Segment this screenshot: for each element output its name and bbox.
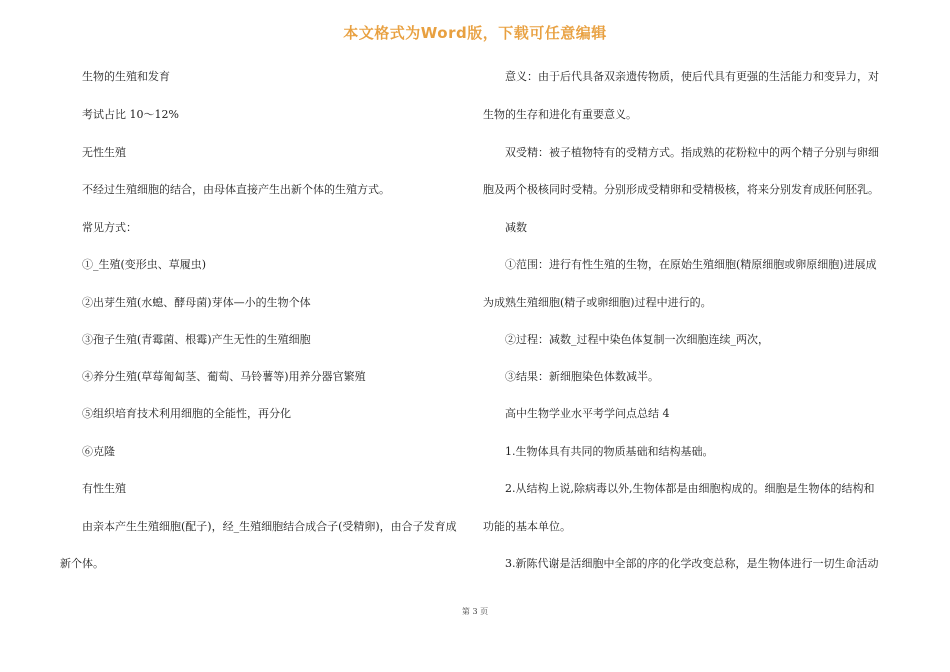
text-line: 有性生殖 bbox=[82, 482, 126, 495]
text-line: ④养分生殖(草莓匍匐茎、葡萄、马铃薯等)用养分器官繁殖 bbox=[82, 370, 366, 383]
download-banner: 本文格式为Word版，下载可任意编辑 bbox=[343, 24, 607, 42]
text-line: ②出芽生殖(水螅、酵母菌)芽体—小的生物个体 bbox=[82, 296, 311, 309]
text-line: 意义：由于后代具备双亲遗传物质，使后代具有更强的生活能力和变异力，对 bbox=[505, 70, 879, 83]
text-line: 功能的基本单位。 bbox=[483, 520, 571, 533]
text-line: 胞及两个极核同时受精。分别形成受精卵和受精极核，将来分别发育成胚何胚乳。 bbox=[483, 183, 879, 196]
text-line: 为成熟生殖细胞(精子或卵细胞)过程中进行的。 bbox=[483, 296, 712, 309]
text-line: 2.从结构上说,除病毒以外,生物体都是由细胞构成的。细胞是生物体的结构和 bbox=[505, 482, 875, 495]
text-line: ③结果：新细胞染色体数减半。 bbox=[505, 370, 659, 383]
text-line: 生物的生存和进化有重要意义。 bbox=[483, 108, 637, 121]
page-number: 第 3 页 bbox=[461, 607, 489, 616]
text-line: ③孢子生殖(青霉菌、根霉)产生无性的生殖细胞 bbox=[82, 333, 311, 346]
text-line: ①范围：进行有性生殖的生物，在原始生殖细胞(精原细胞或卵原细胞)进展成 bbox=[505, 258, 877, 271]
text-line: 减数 bbox=[505, 221, 527, 234]
text-line: 常见方式： bbox=[82, 221, 137, 234]
text-line: 生物的生殖和发育 bbox=[82, 70, 170, 83]
text-line: 由亲本产生生殖细胞(配子)，经_生殖细胞结合成合子(受精卵)，由合子发育成 bbox=[82, 520, 457, 533]
text-line: 1.生物体具有共同的物质基础和结构基础。 bbox=[505, 445, 714, 458]
text-line: 双受精：被子植物特有的受精方式。指成熟的花粉粒中的两个精子分别与卵细 bbox=[505, 146, 879, 159]
text-line: 不经过生殖细胞的结合，由母体直接产生出新个体的生殖方式。 bbox=[82, 183, 390, 196]
text-line: 新个体。 bbox=[60, 557, 104, 570]
text-line: 无性生殖 bbox=[82, 146, 126, 159]
text-line: 高中生物学业水平考学问点总结 4 bbox=[505, 407, 670, 420]
text-line: 3.新陈代谢是活细胞中全部的序的化学改变总称，是生物体进行一切生命活动 bbox=[505, 557, 879, 570]
text-line: ①_生殖(变形虫、草履虫) bbox=[82, 258, 207, 271]
text-line: ⑤组织培育技术利用细胞的全能性，再分化 bbox=[82, 407, 291, 420]
text-line: ⑥克隆 bbox=[82, 445, 115, 458]
text-line: ②过程：减数_过程中染色体复制一次细胞连续_两次， bbox=[505, 333, 769, 346]
text-line: 考试占比 10～12% bbox=[82, 108, 179, 121]
